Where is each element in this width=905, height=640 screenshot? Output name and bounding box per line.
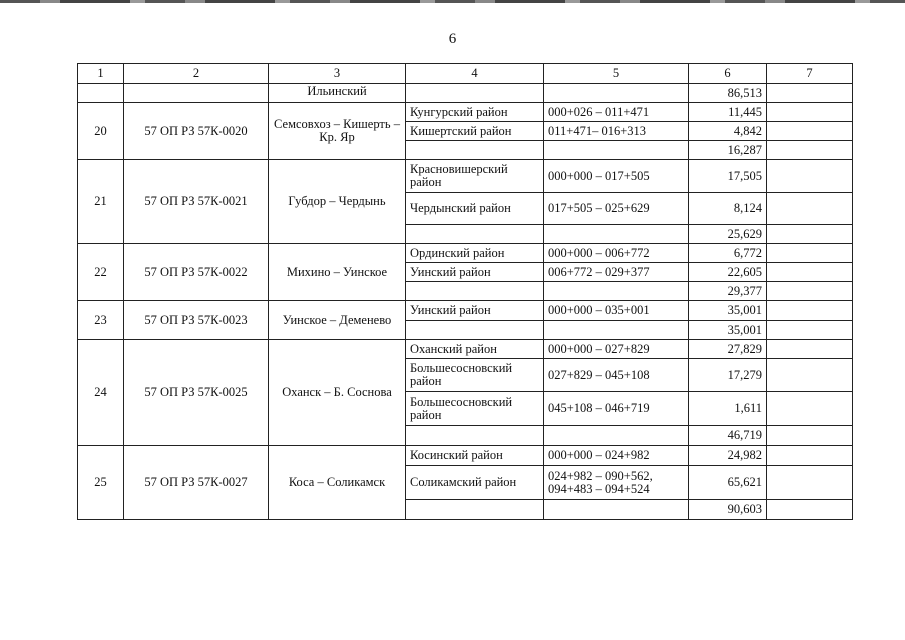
header-cell: 3 (269, 64, 406, 84)
district-name: Косинский район (406, 446, 544, 466)
road-number: 24 (78, 340, 124, 446)
length-value: 24,982 (689, 446, 767, 466)
road-code: 57 ОП РЗ 57К-0025 (124, 340, 269, 446)
table-row (78, 340, 853, 359)
header-cell: 1 (78, 64, 124, 84)
district-name: Соликамский район (406, 466, 544, 500)
km-range: 000+000 – 006+772 (544, 244, 689, 263)
km-range: 017+505 – 025+629 (544, 193, 689, 225)
page-number: 6 (448, 31, 457, 47)
road-code: 57 ОП РЗ 57К-0023 (124, 301, 269, 340)
length-value: 11,445 (689, 103, 767, 122)
district-name: Уинский район (406, 301, 544, 321)
table-row (78, 160, 853, 193)
table-row (78, 446, 853, 466)
length-value: 4,842 (689, 122, 767, 141)
km-range: 000+000 – 017+505 (544, 160, 689, 193)
table-row (78, 84, 853, 103)
header-cell: 5 (544, 64, 689, 84)
length-value: 86,513 (689, 84, 767, 103)
header-cell: 2 (124, 64, 269, 84)
road-number: 20 (78, 103, 124, 160)
total-value: 25,629 (689, 225, 767, 244)
district-name: Уинский район (406, 263, 544, 282)
road-name: Ильинский (269, 84, 406, 103)
district-name: Кунгурский район (406, 103, 544, 122)
road-name: Михино – Уинское (269, 244, 406, 301)
km-range: 027+829 – 045+108 (544, 359, 689, 392)
road-name: Семсовхоз – Кишерть – Кр. Яр (269, 103, 406, 160)
road-name: Губдор – Чердынь (269, 160, 406, 244)
table-row (78, 301, 853, 321)
length-value: 6,772 (689, 244, 767, 263)
length-value: 22,605 (689, 263, 767, 282)
road-name: Уинское – Деменево (269, 301, 406, 340)
total-value: 29,377 (689, 282, 767, 301)
road-number: 23 (78, 301, 124, 340)
road-code: 57 ОП РЗ 57К-0022 (124, 244, 269, 301)
km-range: 045+108 – 046+719 (544, 392, 689, 426)
roads-table (77, 63, 853, 520)
header-cell: 7 (767, 64, 853, 84)
length-value: 17,505 (689, 160, 767, 193)
road-code: 57 ОП РЗ 57К-0020 (124, 103, 269, 160)
district-name: Кишертский район (406, 122, 544, 141)
km-range: 000+000 – 024+982 (544, 446, 689, 466)
header-row (78, 64, 853, 84)
road-number: 21 (78, 160, 124, 244)
total-value: 90,603 (689, 500, 767, 520)
table-row (78, 244, 853, 263)
km-range: 000+000 – 027+829 (544, 340, 689, 359)
road-code: 57 ОП РЗ 57К-0027 (124, 446, 269, 520)
total-value: 46,719 (689, 426, 767, 446)
road-name: Оханск – Б. Соснова (269, 340, 406, 446)
length-value: 27,829 (689, 340, 767, 359)
road-number: 22 (78, 244, 124, 301)
length-value: 17,279 (689, 359, 767, 392)
road-name: Коса – Соликамск (269, 446, 406, 520)
header-cell: 4 (406, 64, 544, 84)
road-number: 25 (78, 446, 124, 520)
km-range: 000+026 – 011+471 (544, 103, 689, 122)
km-range: 000+000 – 035+001 (544, 301, 689, 321)
district-name: Красновишерский район (406, 160, 544, 193)
district-name: Большесосновский район (406, 359, 544, 392)
total-value: 16,287 (689, 141, 767, 160)
km-range: 024+982 – 090+562, 094+483 – 094+524 (544, 466, 689, 500)
km-range: 011+471– 016+313 (544, 122, 689, 141)
length-value: 35,001 (689, 301, 767, 321)
length-value: 65,621 (689, 466, 767, 500)
km-range: 006+772 – 029+377 (544, 263, 689, 282)
header-cell: 6 (689, 64, 767, 84)
length-value: 8,124 (689, 193, 767, 225)
length-value: 1,611 (689, 392, 767, 426)
table-row (78, 103, 853, 122)
district-name: Большесосновский район (406, 392, 544, 426)
total-value: 35,001 (689, 321, 767, 340)
scan-edge (0, 0, 905, 3)
district-name: Оханский район (406, 340, 544, 359)
road-code: 57 ОП РЗ 57К-0021 (124, 160, 269, 244)
district-name: Чердынский район (406, 193, 544, 225)
district-name: Ординский район (406, 244, 544, 263)
